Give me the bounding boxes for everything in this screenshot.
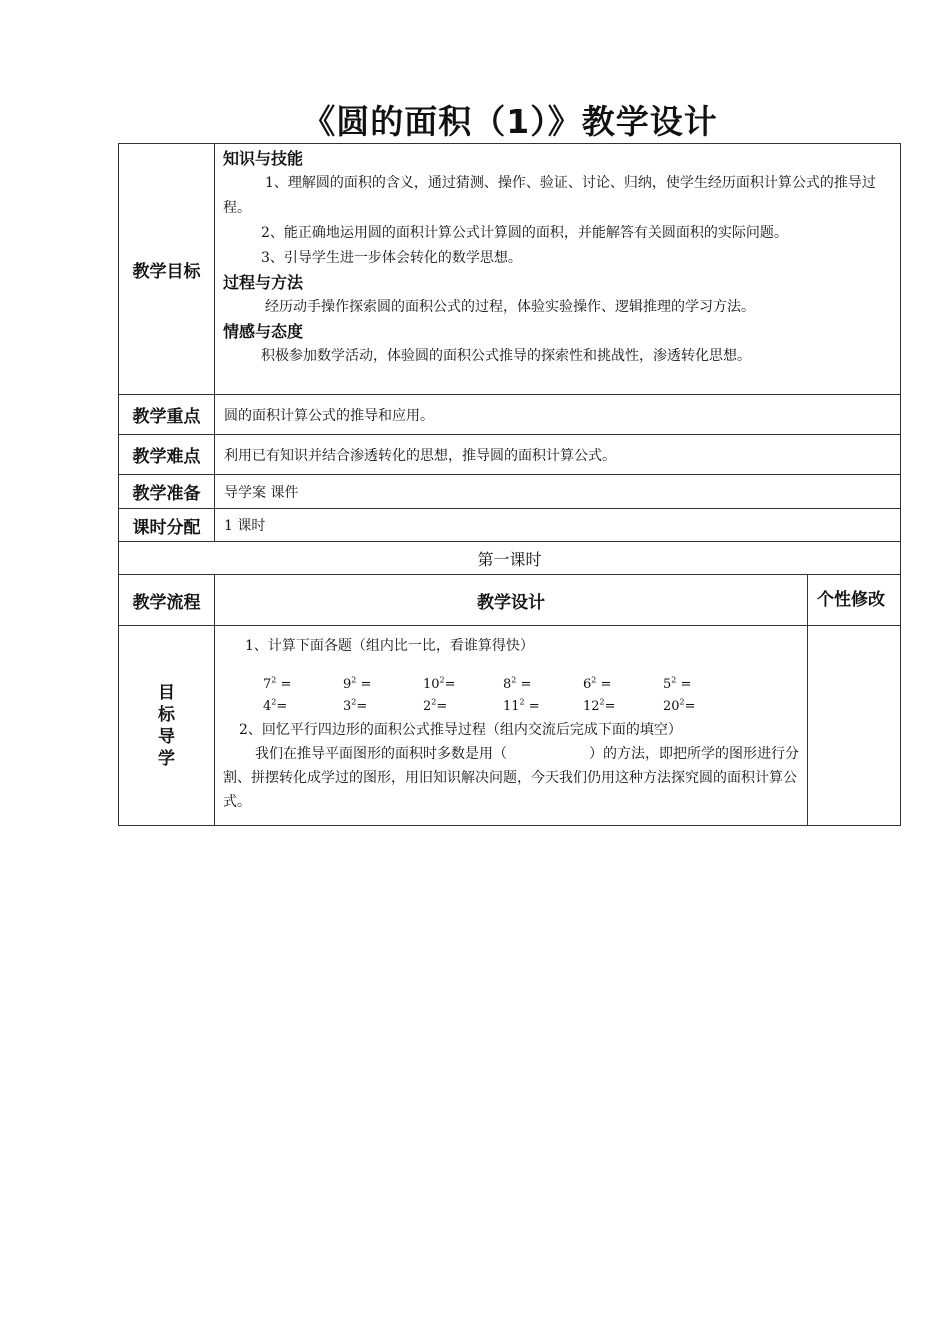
period-label: 课时分配 <box>119 509 215 542</box>
square-exercise: $2^2=$ <box>423 697 448 714</box>
square-exercise: $11^2$ = <box>503 697 540 714</box>
stage-label: 目标导学 <box>158 682 175 769</box>
goals-label: 教学目标 <box>119 144 215 395</box>
document-title: 《圆的面积（1）》教学设计 <box>302 102 718 141</box>
square-exercise: $12^2=$ <box>583 697 616 714</box>
emotion-attitude-heading: 情感与态度 <box>223 322 304 341</box>
flow-header-process: 教学流程 <box>119 575 215 626</box>
square-exercise: $7^2$ = <box>263 675 292 692</box>
preparation-text: 导学案 课件 <box>215 475 901 509</box>
squares-row-1 <box>223 674 799 696</box>
lesson-heading-row <box>119 542 901 575</box>
goal-item-2: 2、能正确地运用圆的面积计算公式计算圆的面积，并能解答有关圆面积的实际问题。 <box>261 225 788 241</box>
square-exercise: $8^2$ = <box>503 675 532 692</box>
lesson-plan-table <box>118 143 901 826</box>
stage-label-cell <box>119 626 215 826</box>
square-exercise: $20^2=$ <box>663 697 696 714</box>
squares-row-2 <box>223 696 799 718</box>
square-exercise: $5^2$ = <box>663 675 692 692</box>
key-point-row <box>119 395 901 435</box>
task-2: 2、回忆平行四边形的面积公式推导过程（组内交流后完成下面的填空） <box>239 722 682 738</box>
stage-row <box>119 626 901 826</box>
key-point-label: 教学重点 <box>119 395 215 435</box>
difficulty-row <box>119 435 901 475</box>
difficulty-label: 教学难点 <box>119 435 215 475</box>
lesson-heading: 第一课时 <box>119 542 901 575</box>
square-exercise: $3^2=$ <box>343 697 368 714</box>
goal-item-3: 3、引导学生进一步体会转化的数学思想。 <box>261 250 522 266</box>
difficulty-text: 利用已有知识并结合渗透转化的思想，推导圆的面积计算公式。 <box>215 435 901 475</box>
square-exercise: $10^2=$ <box>423 675 456 692</box>
goal-item-1: 1、理解圆的面积的含义，通过猜测、操作、验证、讨论、归纳，使学生经历面积计算公式的推导过程。 <box>223 175 876 216</box>
revision-cell <box>808 626 901 826</box>
process-method-text: 经历动手操作探索圆的面积公式的过程，体验实验操作、逻辑推理的学习方法。 <box>265 299 755 315</box>
emotion-attitude-text: 积极参加数学活动，体验圆的面积公式推导的探索性和挑战性，渗透转化思想。 <box>261 348 751 364</box>
square-exercise: $6^2$ = <box>583 675 612 692</box>
period-row <box>119 509 901 542</box>
goals-content <box>215 144 901 395</box>
flow-header-design: 教学设计 <box>215 575 808 626</box>
task-1: 1、计算下面各题（组内比一比，看谁算得快） <box>245 638 534 654</box>
process-method-heading: 过程与方法 <box>223 273 304 292</box>
preparation-row <box>119 475 901 509</box>
period-text: 1 课时 <box>215 509 901 542</box>
fill-in-paragraph: 我们在推导平面图形的面积时多数是用（ ）的方法，即把所学的图形进行分割、拼摆转化成学过的图形，用旧知识解决问题，今天我们仍用这种方法探究圆的面积计算公式。 <box>223 746 799 810</box>
knowledge-skills-heading: 知识与技能 <box>223 149 304 168</box>
preparation-label: 教学准备 <box>119 475 215 509</box>
flow-header-row <box>119 575 901 626</box>
flow-header-revision: 个性修改 <box>808 575 901 626</box>
stage-content <box>215 626 808 826</box>
square-exercise: $9^2$ = <box>343 675 372 692</box>
goals-row <box>119 144 901 395</box>
key-point-text: 圆的面积计算公式的推导和应用。 <box>215 395 901 435</box>
square-exercise: $4^2=$ <box>263 697 288 714</box>
